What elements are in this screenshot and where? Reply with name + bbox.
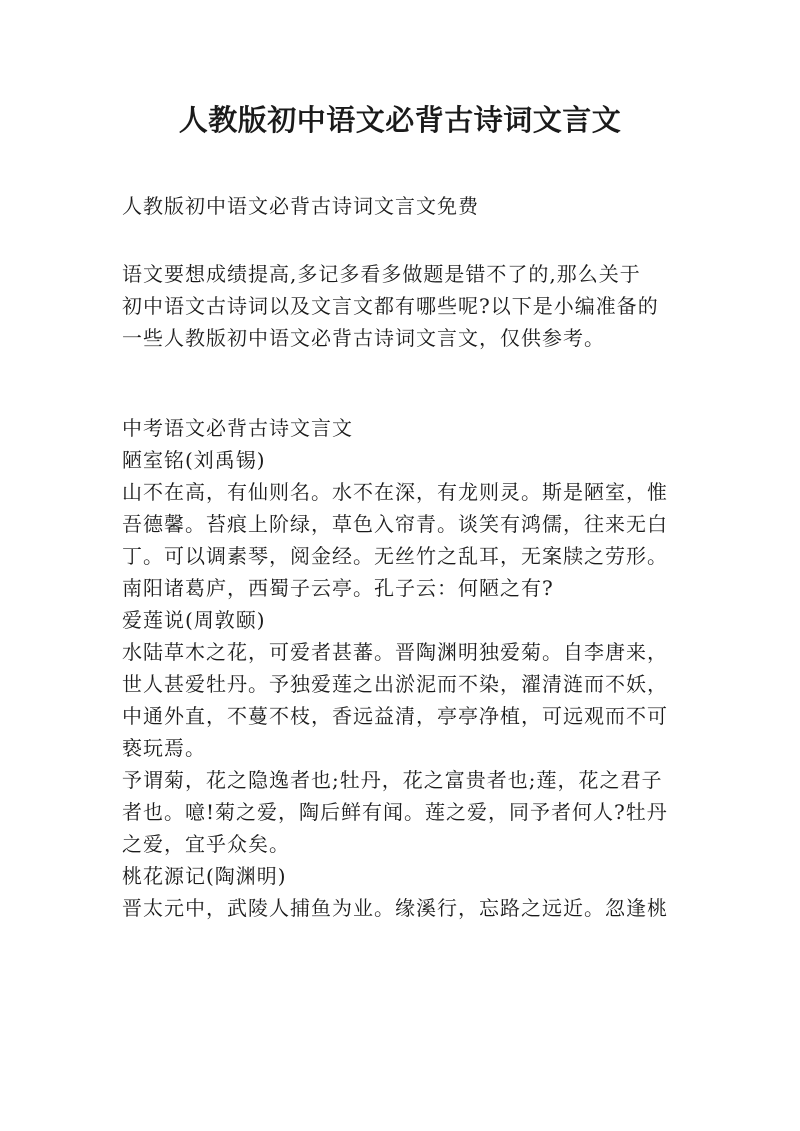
- poem-line: 予谓菊，花之隐逸者也;牡丹，花之富贵者也;莲，花之君子: [122, 768, 663, 792]
- poem-line: 水陆草木之花，可爱者甚蕃。晋陶渊明独爱菊。自李唐来，: [122, 640, 668, 664]
- poem-line: 吾德馨。苔痕上阶绿，草色入帘青。谈笑有鸿儒，往来无白: [122, 512, 668, 536]
- poem-line: 南阳诸葛庐，西蜀子云亭。孔子云：何陋之有?: [122, 576, 554, 600]
- subtitle-line: 人教版初中语文必背古诗词文言文免费: [122, 194, 479, 218]
- section-heading: 中考语文必背古诗文言文: [122, 416, 353, 440]
- poem-line: 山不在高，有仙则名。水不在深，有龙则灵。斯是陋室，惟: [122, 480, 668, 504]
- intro-line: 语文要想成绩提高,多记多看多做题是错不了的,那么关于: [122, 262, 641, 286]
- poem-heading-ailianshuo: 爱莲说(周敦颐): [122, 608, 266, 632]
- document-subtitle: [122, 190, 702, 222]
- poem-heading-taohuayuanji: 桃花源记(陶渊明): [122, 864, 287, 888]
- poem-line: 中通外直，不蔓不枝，香远益清，亭亭净植，可远观而不可: [122, 704, 668, 728]
- poem-line: 之爱，宜乎众矣。: [122, 832, 290, 856]
- poem-heading-loushiming: 陋室铭(刘禹锡): [122, 448, 266, 472]
- poem-line: 丁。可以调素琴，阅金经。无丝竹之乱耳，无案牍之劳形。: [122, 544, 668, 568]
- poem-line: 晋太元中，武陵人捕鱼为业。缘溪行，忘路之远近。忽逢桃: [122, 896, 668, 920]
- poem-line: 世人甚爱牡丹。予独爱莲之出淤泥而不染，濯清涟而不妖，: [122, 672, 668, 696]
- intro-line: 一些人教版初中语文必背古诗词文言文，仅供参考。: [122, 326, 605, 350]
- main-content: [122, 412, 702, 924]
- document-title: 人教版初中语文必背古诗词文言文: [178, 103, 622, 137]
- intro-paragraph: [122, 258, 702, 354]
- poem-line: 亵玩焉。: [122, 736, 206, 760]
- intro-line: 初中语文古诗词以及文言文都有哪些呢?以下是小编准备的: [122, 294, 659, 318]
- poem-line: 者也。噫!菊之爱，陶后鲜有闻。莲之爱，同予者何人?牡丹: [122, 800, 668, 824]
